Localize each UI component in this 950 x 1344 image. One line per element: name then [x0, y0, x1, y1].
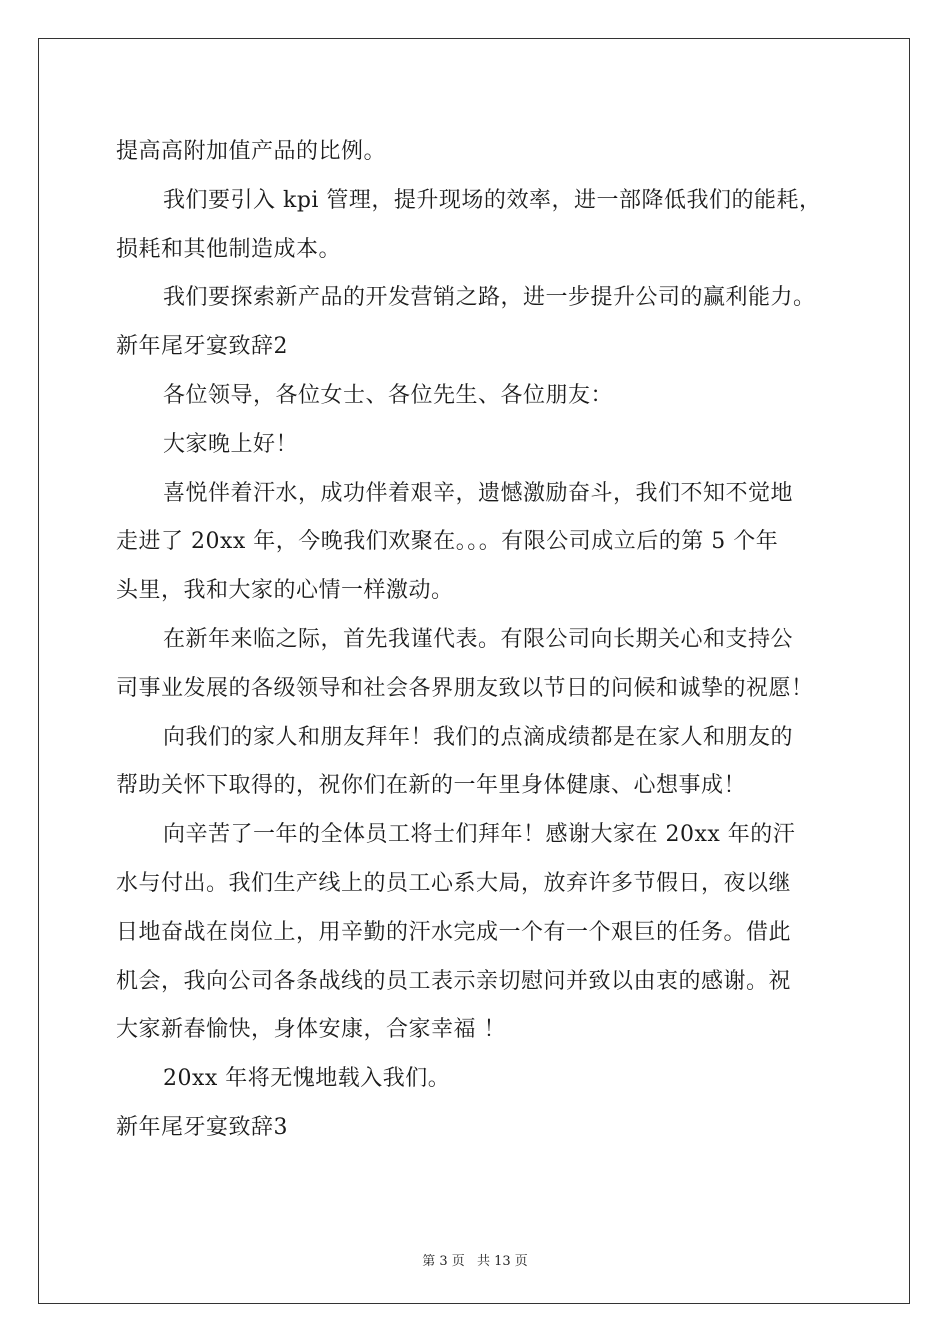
text-line: 向辛苦了一年的全体员工将士们拜年！感谢大家在 20xx 年的汗: [163, 822, 796, 848]
greeting: 大家晚上好！: [163, 431, 299, 457]
text-line: 走进了 20xx 年，今晚我们欢聚在。。。有限公司成立后的第 5 个年: [116, 529, 779, 555]
text-line: 机会，我向公司各条战线的员工表示亲切慰问并致以由衷的感谢。祝: [116, 968, 792, 994]
text-line: 水与付出。我们生产线上的员工心系大局，放弃许多节假日，夜以继: [116, 870, 792, 896]
section-heading: 新年尾牙宴致辞2: [116, 334, 288, 360]
salutation: 各位领导，各位女士、各位先生、各位朋友：: [163, 382, 614, 408]
text-line: 喜悦伴着汗水，成功伴着艰辛，遗憾激励奋斗，我们不知不觉地: [163, 480, 794, 506]
text-line: 帮助关怀下取得的，祝你们在新的一年里身体健康、心想事成！: [116, 773, 747, 799]
page-number: 第 3 页: [422, 1254, 465, 1269]
page-total: 共 13 页: [476, 1254, 528, 1269]
section-heading: 新年尾牙宴致辞3: [116, 1114, 288, 1140]
text-line: 头里，我和大家的心情一样激动。: [116, 578, 454, 604]
text-line: 我们要探索新产品的开发营销之路，进一步提升公司的赢利能力。: [163, 285, 816, 311]
text-line: 损耗和其他制造成本。: [116, 236, 342, 262]
text-line: 我们要引入 kpi 管理，提升现场的效率，进一部降低我们的能耗，: [163, 187, 822, 213]
text-line: 日地奋战在岗位上，用辛勤的汗水完成一个有一个艰巨的任务。借此: [116, 919, 792, 945]
page-footer: [0, 1250, 950, 1269]
document-body: [116, 128, 838, 1153]
text-line: 向我们的家人和朋友拜年！我们的点滴成绩都是在家人和朋友的: [163, 724, 794, 750]
text-line: 20xx 年将无愧地载入我们。: [163, 1066, 451, 1092]
text-line: 提高高附加值产品的比例。: [116, 139, 387, 164]
text-line: 在新年来临之际，首先我谨代表。有限公司向长期关心和支持公: [163, 626, 794, 652]
text-line: 司事业发展的各级领导和社会各界朋友致以节日的问候和诚挚的祝愿！: [116, 675, 814, 701]
text-line: 大家新春愉快，身体安康，合家幸福 ！: [116, 1017, 506, 1043]
